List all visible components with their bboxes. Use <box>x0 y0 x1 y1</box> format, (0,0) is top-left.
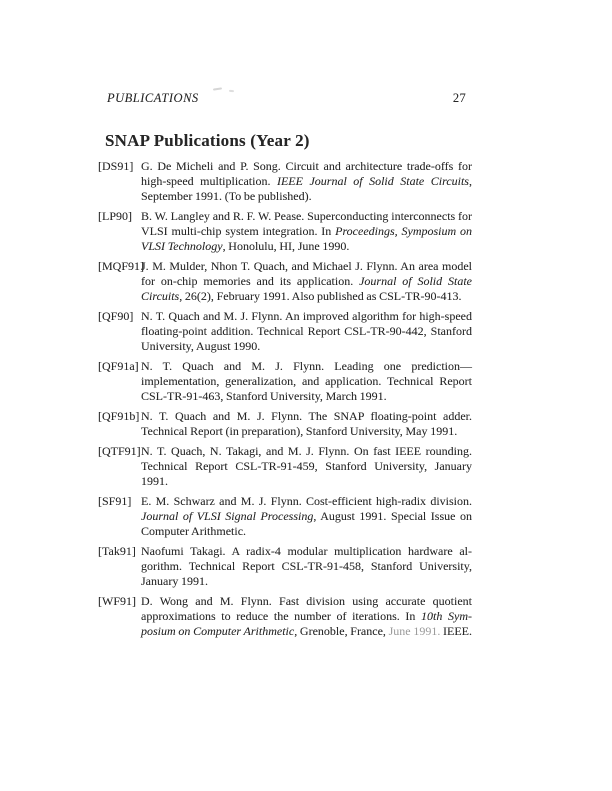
reference-entry <box>98 594 472 639</box>
citation-text: N. T. Quach and M. J. Flynn. Leading one prediction—implementation, generalization, and application. Technical Report CSL-TR-91-463, Stanford University, March 1991. <box>141 359 472 403</box>
citation-label: [DS91] <box>98 159 134 173</box>
reference-entry <box>98 209 472 254</box>
citation-text: D. Wong and M. Flynn. Fast division using accurate quotient approximations to reduce the number of iterations. In 10th Symposium on Computer Arithmetic, Grenoble, France, June 1991. IEEE. <box>141 594 473 638</box>
page-header <box>107 92 466 105</box>
citation-label: [WF91] <box>98 594 136 608</box>
page-number: 27 <box>452 91 466 105</box>
reference-entry <box>98 409 472 439</box>
citation-text: N. T. Quach, N. Takagi, and M. J. Flynn. On fast IEEE rounding. Technical Report CSL-TR-91-459, Stanford University, January 1991. <box>141 444 472 488</box>
section-title: SNAP Publications (Year 2) <box>105 131 310 150</box>
citation-label: [QF91a] <box>98 359 139 373</box>
citation-label: [Tak91] <box>98 544 136 558</box>
reference-list <box>98 159 472 644</box>
citation-text: E. M. Schwarz and M. J. Flynn. Cost-efficient high-radix division. Journal of VLSI Signal Processing, August 1991. Special Issue on Computer Arithmetic. <box>141 494 472 538</box>
citation-text: N. T. Quach and M. J. Flynn. An improved algorithm for high-speed floating-point addition. Technical Report CSL-TR-90-442, Stanford University, August 1990. <box>141 309 472 353</box>
citation-label: [QF90] <box>98 309 134 323</box>
running-title: PUBLICATIONS <box>107 91 199 105</box>
reference-entry <box>98 444 472 489</box>
citation-text: N. T. Quach and M. J. Flynn. The SNAP floating-point adder. Technical Report (in preparation), Stanford University, May 1991. <box>141 409 472 438</box>
citation-text: G. De Micheli and P. Song. Circuit and architecture trade-offs for high-speed multiplication. IEEE Journal of Solid State Circuits, September 1991. (To be published). <box>141 159 472 203</box>
citation-label: [QF91b] <box>98 409 140 423</box>
reference-entry <box>98 544 472 589</box>
citation-label: [LP90] <box>98 209 132 223</box>
citation-label: [MQF91] <box>98 259 145 273</box>
reference-entry <box>98 159 472 204</box>
citation-label: [SF91] <box>98 494 132 508</box>
reference-entry <box>98 494 472 539</box>
reference-entry <box>98 359 472 404</box>
scan-artifact <box>213 87 222 90</box>
reference-entry <box>98 309 472 354</box>
reference-entry <box>98 259 472 304</box>
citation-text: Naofumi Takagi. A radix-4 modular multiplication hardware algorithm. Technical Report CSL-TR-91-458, Stanford University, January 1991. <box>141 544 472 588</box>
citation-label: [QTF91] <box>98 444 141 458</box>
citation-text: J. M. Mulder, Nhon T. Quach, and Michael J. Flynn. An area model for on-chip memories and its application. Journal of Solid State Circuits, 26(2), February 1991. Also published as CSL-TR-90-413. <box>141 259 472 303</box>
citation-text: B. W. Langley and R. F. W. Pease. Superconducting interconnects for VLSI multi-chip system integration. In Proceedings, Symposium on VLSI Technology, Honolulu, HI, June 1990. <box>141 209 472 253</box>
